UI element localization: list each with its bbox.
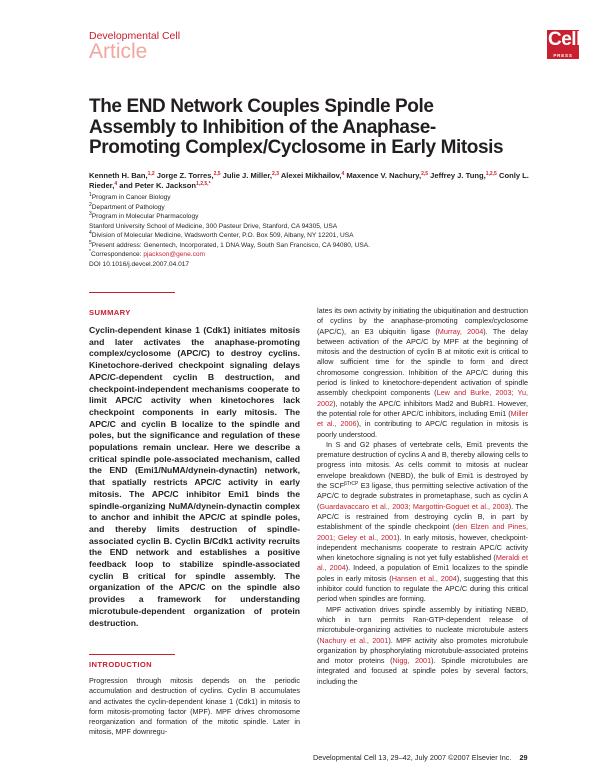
body-text: ). The APC/C is restrained from destroying cyclin B, in part by establishment of the spindle checkpoint ( (317, 501, 528, 532)
intro-text (89, 676, 300, 738)
cell-press-logo (547, 30, 579, 59)
author-affiliation-marker: 2,3 (272, 171, 279, 177)
affiliation-text: Present address: Genentech, Incorporated, 1 DNA Way, South San Francisco, CA 94080, USA. (91, 241, 370, 249)
affiliation-line (89, 212, 529, 222)
intro-heading: INTRODUCTION (89, 660, 153, 669)
correspondence-email[interactable]: pjackson@gene.com (143, 251, 206, 258)
citation-link[interactable]: Lew and Burke, 2003; Yu, 2002 (317, 388, 528, 408)
right-paragraph-2 (317, 440, 528, 605)
affiliations (89, 193, 529, 269)
body-text: In S and G2 phases of vertebrate cells, Emi1 prevents the premature destruction of cyclins A and B, thereby allowing cells to progress into mitosis. As cells commit to mitosis at nuclear envelope breakdown (NEBD), the bulk of Emi1 is destroyed by the SCF (317, 439, 528, 491)
author-name: Maxence V. Nachury, (346, 171, 422, 180)
section-label: Article (89, 40, 148, 63)
summary-paragraph: Cyclin-dependent kinase 1 (Cdk1) initiates mitosis and later activates the anaphase-promoting complex/cyclosome (APC/C) to destroy cyclins. Kinetochore-derived checkpoint signaling delays APC/C-dependent cyclin B destruction, and checkpoint-independent mechanisms cooperate to limit APC/C activity when kinetochores lack checkpoint components in early mitosis. The APC/C and cyclin B localize to the spindle and poles, but the significance and regulation of these populations remain unclear. Here we describe a critical spindle pole-associated mechanism, called the END (Emi1/NuMA/dynein-dynactin) network, that spatially restricts APC/C activity in early mitosis. The APC/C inhibitor Emi1 binds the spindle-organizing NuMA/dynein-dynactin complex to anchor and inhibit the APC/C at spindle poles, and thereby limits destruction of spindle-associated cyclin B. Cyclin B/Cdk1 activity recruits the END network and establishes a positive feedback loop to stabilize spindle-associated cyclin B critical for spindle assembly. The organization of the APC/C on the spindle also provides a framework for understanding microtubule-dependent organization of protein destruction. (89, 325, 300, 628)
affiliation-marker: 5 (89, 239, 92, 246)
affiliation-line (89, 203, 529, 213)
summary-text (89, 325, 300, 629)
body-text: E3 ligase, thus permitting selective activation of the APC/C to degrade substrates in prometaphase, such as cyclin A ( (317, 481, 529, 511)
author-affiliation-marker: 4 (341, 171, 345, 177)
body-text: ), notably the APC/C inhibitors Mad2 and BubR1. However, the potential role for other APC/C inhibitors, including Emi1 ( (317, 398, 528, 418)
affiliation-list (89, 193, 529, 260)
logo-text: Cell (548, 29, 581, 50)
journal-name: Developmental Cell (89, 30, 181, 42)
affiliation-marker: 2 (89, 201, 92, 208)
author-name: Alexei Mikhailov, (280, 171, 342, 180)
body-text: ). The delay between activation of the APC/C by MPF at the beginning of mitosis and the destruction of cyclin B at mitotic exit is critical to allow sufficient time for the spindle to form and direct chromosome congression. Inhibition of the APC/C during this period is linked to kinetochore-dependent activation of spindle assembly checkpoint components ( (317, 326, 528, 398)
body-text: ). MPF activity also promotes microtubule organization by phosphorylating microtubule-associated proteins and motor proteins ( (317, 635, 528, 666)
affiliation-line (89, 222, 529, 232)
body-text: ). In early mitosis, however, checkpoint-independent mechanisms cooperate to restrain APC/C activity when kinetochore signaling is not yet fully established ( (317, 532, 528, 563)
page-number: 29 (519, 753, 528, 762)
citation-link[interactable]: Guardavaccaro et al., 2003; Margottin-Goguet et al., 2003 (319, 501, 509, 511)
citation-link[interactable]: den Elzen and Pines, 2001; Geley et al., 2001 (317, 522, 528, 542)
doi: DOI 10.1016/j.devcel.2007.04.017 (89, 260, 190, 268)
affiliation-marker: 1 (89, 192, 92, 198)
right-paragraph-1 (317, 306, 528, 440)
right-column (317, 306, 528, 687)
right-paragraph-3 (317, 605, 528, 687)
affiliation-text: Division of Molecular Medicine, Wadsworth Center, P.O. Box 509, Albany, NY 12201, USA (91, 232, 354, 239)
author-name: Jeffrey J. Tung, (430, 171, 486, 180)
intro-divider (89, 654, 175, 655)
author-affiliation-marker: 1,2,5,* (196, 181, 211, 187)
author-affiliation-marker: 4 (114, 181, 118, 187)
page-footer (313, 753, 528, 762)
affiliation-line (89, 241, 529, 251)
author-name: and Peter K. Jackson (119, 181, 197, 190)
affiliation-text: Program in Cancer Biology (91, 194, 171, 201)
affiliation-line (89, 250, 529, 260)
affiliation-text: Correspondence: (90, 251, 144, 258)
summary-divider (89, 292, 175, 293)
body-text: ), suggesting that this inhibitor could function to regulate the APC/C during this critical period when spindles are forming. (317, 573, 528, 604)
affiliation-marker: * (89, 249, 91, 255)
citation-link[interactable]: Hansen et al., 2004 (391, 573, 457, 583)
citation-link[interactable]: Murray, 2004 (437, 326, 484, 336)
affiliation-line (89, 231, 529, 241)
body-text: ). Spindle microtubules are integrated and focused at spindle poles by several factors, including the (317, 656, 528, 686)
citation-link[interactable]: Miller et al., 2006 (317, 408, 528, 429)
body-text: ), in contributing to APC/C regulation in mitosis is poorly understood. (317, 419, 529, 439)
logo-subtext: PRESS (553, 53, 573, 58)
author-affiliation-marker: 2,5 (213, 171, 221, 177)
author-name: Kenneth H. Ban, (89, 171, 148, 180)
citation-link[interactable]: Nigg, 2001 (392, 656, 432, 666)
affiliation-line (89, 193, 529, 203)
body-text: ). Indeed, a population of Emi1 localizes to the spindle poles in early mitosis ( (317, 563, 528, 583)
article-title: The END Network Couples Spindle Pole Assembly to Inhibition of the Anaphase-Promoting Complex/Cyclosome in Early Mitosis (89, 96, 504, 158)
affiliation-text: Department of Pathology (91, 203, 165, 211)
author-name: Conly L. Rieder, (89, 171, 529, 190)
footer-citation: Developmental Cell 13, 29–42, July 2007 ©2007 Elsevier Inc. (313, 753, 512, 762)
superscript-text: βTrCP (344, 481, 359, 488)
citation-link[interactable]: Meraldi et al., 2004 (317, 553, 528, 573)
summary-heading: SUMMARY (89, 308, 131, 317)
body-text: MPF activation drives spindle assembly by initiating NEBD, which in turn permits Ran-GTP-dependent release of microtubule-organizing activities to nucleate microtubule asters ( (317, 604, 528, 645)
body-text: lates its own activity by initiating the ubiquitination and destruction of cyclins by the anaphase-promoting complex/cyclosome (APC/C), an E3 ubiquitin ligase ( (317, 306, 528, 336)
affiliation-text: Stanford University School of Medicine, 300 Pasteur Drive, Stanford, CA 94305, USA (89, 222, 338, 230)
affiliation-marker: 3 (89, 211, 92, 217)
affiliation-marker: 4 (89, 230, 92, 236)
author-affiliation-marker: 2,5 (421, 171, 429, 177)
author-affiliation-marker: 1,2,5 (485, 171, 497, 177)
citation-link[interactable]: Nachury et al., 2001 (319, 635, 389, 645)
author-list (89, 171, 529, 191)
author-name: Jorge Z. Torres, (156, 171, 214, 180)
intro-paragraph: Progression through mitosis depends on the periodic accumulation and destruction of cyclins. Cyclin B accumulates and activates the cyclin-dependent kinase 1 (Cdk1) in mitosis to form mitosis-promoting factor (MPF). MPF drives chromosome reorganization and formation of the mitotic spindle. Later in mitosis, MPF downregu- (89, 676, 300, 737)
author-affiliation-marker: 1,2 (147, 171, 155, 177)
affiliation-text: Program in Molecular Pharmacology (91, 213, 199, 220)
author-name: Julie J. Miller, (222, 171, 273, 180)
